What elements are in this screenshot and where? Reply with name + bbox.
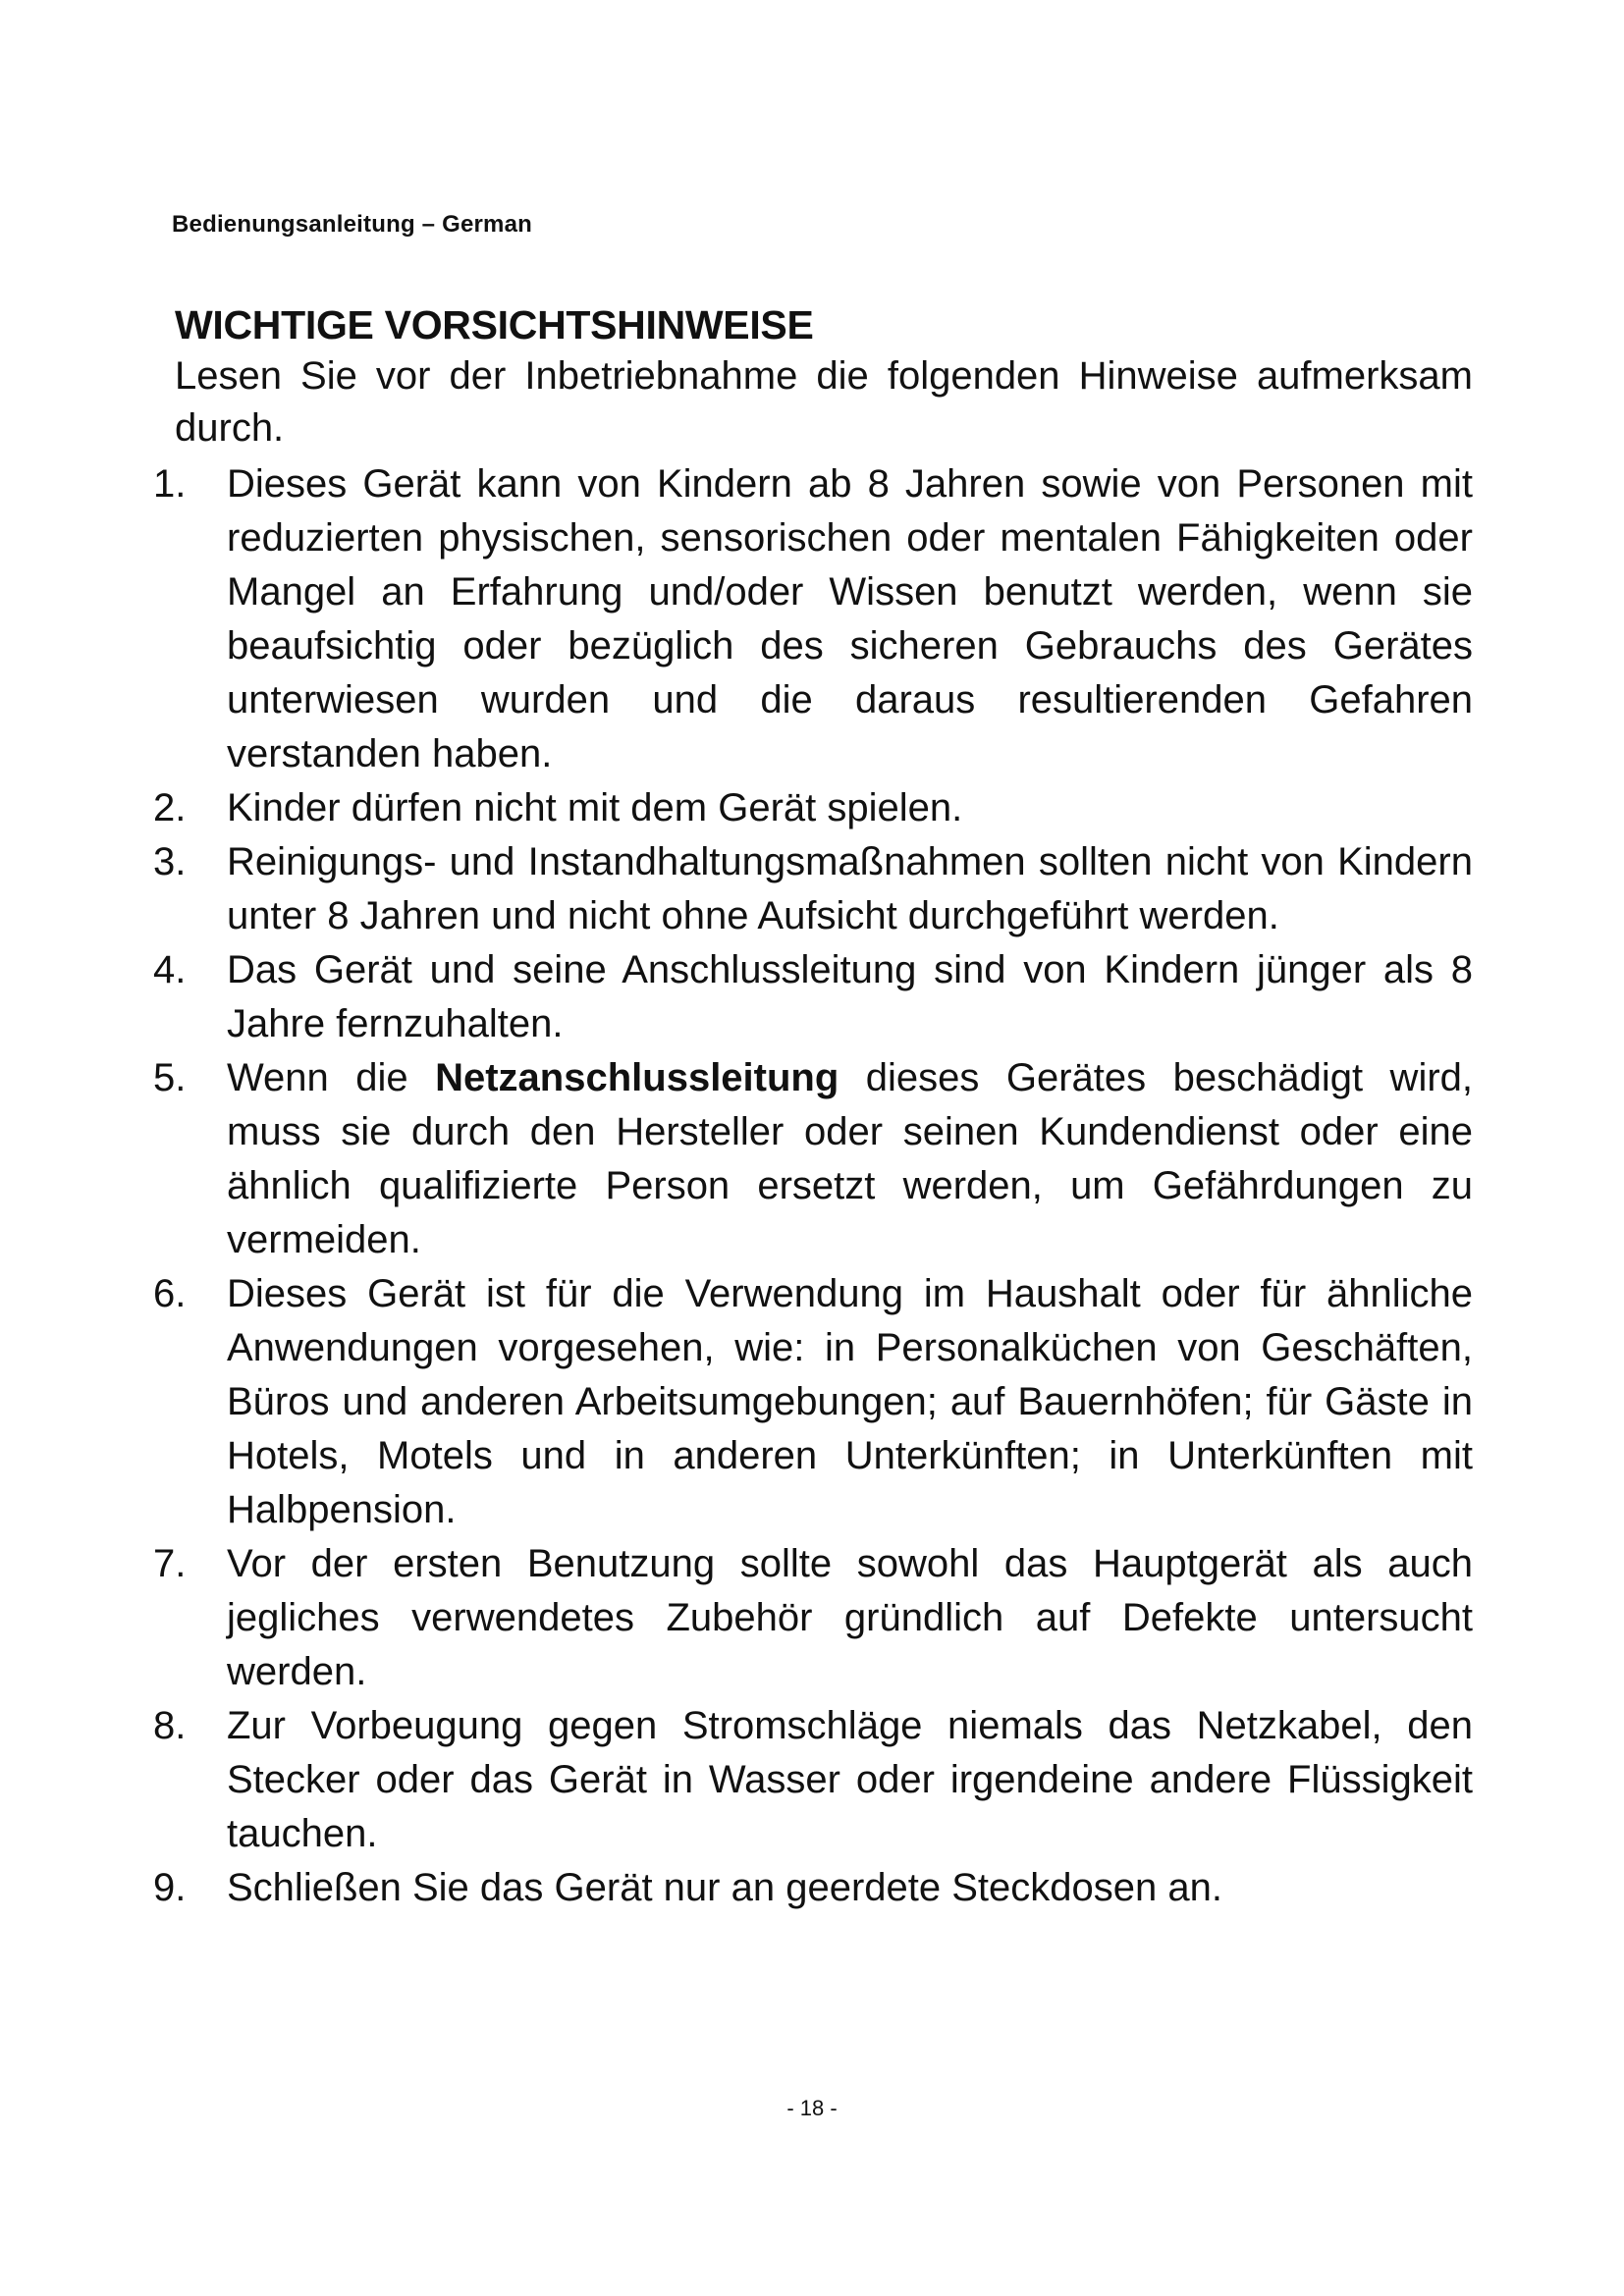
list-item bbox=[153, 1861, 1473, 1915]
list-item bbox=[153, 457, 1473, 781]
list-item-number: 2. bbox=[153, 786, 187, 829]
list-item-number: 9. bbox=[153, 1866, 187, 1909]
list-item-text: Vor der ersten Benutzung sollte sowohl das Hauptgerät als auch jegliches verwendetes Zubehör gründlich auf Defekte untersucht werden. bbox=[227, 1542, 1473, 1693]
list-item-number: 1. bbox=[153, 462, 187, 506]
list-item-text: Kinder dürfen nicht mit dem Gerät spielen. bbox=[227, 786, 963, 829]
list-item bbox=[153, 1267, 1473, 1537]
intro-paragraph: Lesen Sie vor der Inbetriebnahme die folgenden Hinweise aufmerksam durch. bbox=[175, 354, 1473, 450]
list-item bbox=[153, 781, 1473, 835]
list-item-text: Zur Vorbeugung gegen Stromschläge niemals das Netzkabel, den Stecker oder das Gerät in Wasser oder irgendeine andere Flüssigkeit tauchen. bbox=[227, 1704, 1473, 1855]
list-item bbox=[153, 1051, 1473, 1267]
list-item bbox=[153, 943, 1473, 1051]
list-item-text: Dieses Gerät ist für die Verwendung im Haushalt oder für ähnliche Anwendungen vorgesehen, wie: in Personalküchen von Geschäften, Büros und anderen Arbeitsumgebungen; auf Bauernhöfen; für Gäste in Hotels, Motels und in anderen Unterkünften; in Unterkünften mit Halbpension. bbox=[227, 1272, 1473, 1531]
precautions-list bbox=[153, 457, 1473, 1915]
list-item-text: Dieses Gerät kann von Kindern ab 8 Jahren sowie von Personen mit reduzierten physischen, sensorischen oder mentalen Fähigkeiten oder Mangel an Erfahrung und/oder Wissen benutzt werden, wenn sie beaufsichtig oder bezüglich des sicheren Gebrauchs des Gerätes unterwiesen wurden und die daraus resultierenden Gefahren verstanden haben. bbox=[227, 462, 1473, 775]
bold-term: Netzanschlussleitung bbox=[435, 1056, 839, 1099]
list-item bbox=[153, 835, 1473, 943]
list-item-number: 8. bbox=[153, 1704, 187, 1747]
list-item-number: 5. bbox=[153, 1056, 187, 1099]
list-item-text-start: Wenn die bbox=[227, 1056, 436, 1099]
list-item-text: Reinigungs- und Instandhaltungsmaßnahmen sollten nicht von Kindern unter 8 Jahren und nicht ohne Aufsicht durchgeführt werden. bbox=[227, 840, 1473, 937]
list-item-number: 4. bbox=[153, 948, 187, 991]
list-item-number: 6. bbox=[153, 1272, 187, 1315]
list-item-text: Schließen Sie das Gerät nur an geerdete Steckdosen an. bbox=[227, 1866, 1222, 1909]
list-item-text: Das Gerät und seine Anschlussleitung sind von Kindern jünger als 8 Jahre fernzuhalten. bbox=[227, 948, 1473, 1045]
list-item bbox=[153, 1699, 1473, 1861]
running-header: Bedienungsanleitung – German bbox=[172, 211, 532, 238]
section-heading: WICHTIGE VORSICHTSHINWEISE bbox=[175, 302, 814, 347]
page-number: - 18 - bbox=[786, 2096, 838, 2120]
list-item bbox=[153, 1537, 1473, 1699]
list-item-number: 7. bbox=[153, 1542, 187, 1585]
list-item-text bbox=[227, 1051, 1473, 1267]
list-item-text-end: dieses Gerätes beschädigt wird, muss sie durch den Hersteller oder seinen Kundendienst oder eine ähnlich qualifizierte Person ersetzt werden, um Gefährdungen zu vermeiden. bbox=[227, 1056, 1474, 1261]
main-content bbox=[153, 299, 1474, 1915]
list-item-number: 3. bbox=[153, 840, 187, 883]
